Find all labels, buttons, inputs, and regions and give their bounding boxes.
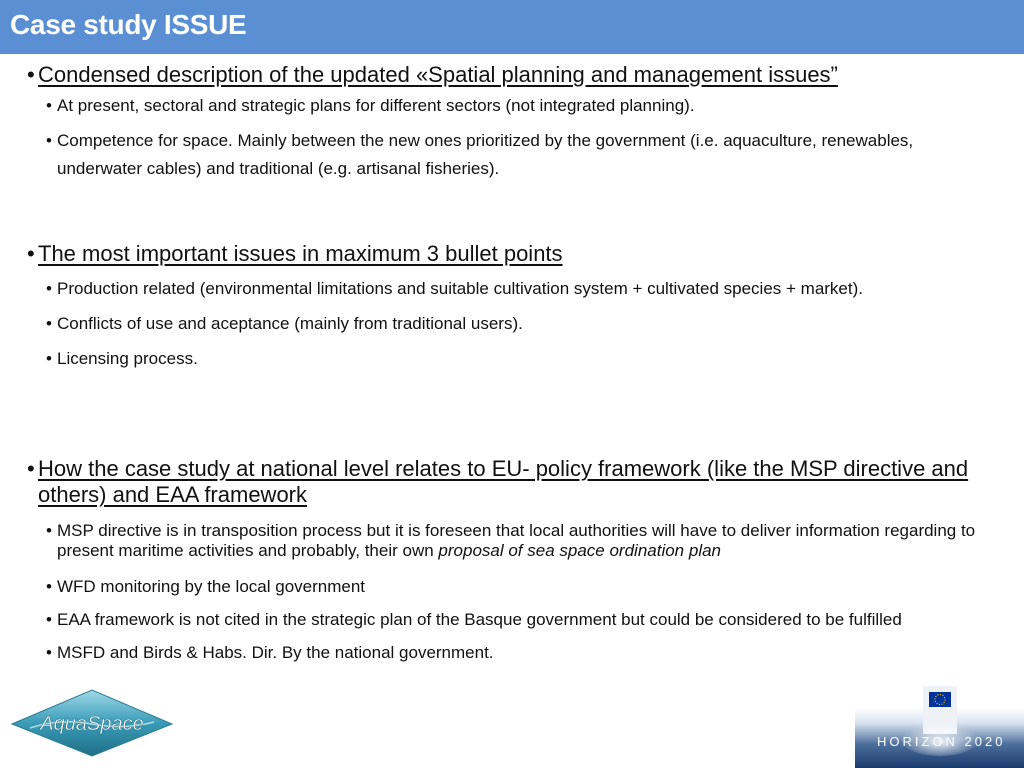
horizon-2020-logo xyxy=(855,686,1024,768)
list-item: • Conflicts of use and aceptance (mainly from traditional users). xyxy=(46,314,523,333)
list-item: • Licensing process. xyxy=(46,349,198,368)
list-item: • MSFD and Birds & Habs. Dir. By the national government. xyxy=(46,643,494,662)
aquaspace-logo-text: AquaSpace xyxy=(40,713,144,735)
list-item: • Production related (environmental limitations and suitable cultivation system + cultivated species + market). xyxy=(46,279,863,298)
title-bar xyxy=(0,0,1024,54)
section-heading: • How the case study at national level relates to EU- policy framework (like the MSP directive and others) and EAA framework xyxy=(27,456,969,507)
section-heading: • Condensed description of the updated «Spatial planning and management issues” xyxy=(27,62,838,87)
list-item: • Competence for space. Mainly between the new ones prioritized by the government (i.e. aquaculture, renewables, underwater cables) and traditional (e.g. artisanal fisheries). xyxy=(46,131,914,178)
section-heading: • The most important issues in maximum 3 bullet points xyxy=(27,241,563,266)
list-item: • At present, sectoral and strategic plans for different sectors (not integrated planning). xyxy=(46,96,695,115)
list-item: • WFD monitoring by the local government xyxy=(46,577,366,596)
list-item: • EAA framework is not cited in the strategic plan of the Basque government but could be considered to be fulfilled xyxy=(46,610,902,629)
section-spatial-planning xyxy=(27,62,987,183)
section-important-issues xyxy=(27,241,987,373)
eu-flag-icon xyxy=(929,692,951,707)
aquaspace-logo xyxy=(10,688,174,758)
list-item: • MSP directive is in transposition process but it is foreseen that local authorities will have to deliver information regarding to present maritime activities and probably, their own proposal of sea space ordination plan xyxy=(46,521,976,560)
horizon-2020-text: HORIZON 2020 xyxy=(877,734,1006,749)
section-eu-policy xyxy=(27,456,987,667)
page-title: Case study ISSUE xyxy=(10,9,247,40)
